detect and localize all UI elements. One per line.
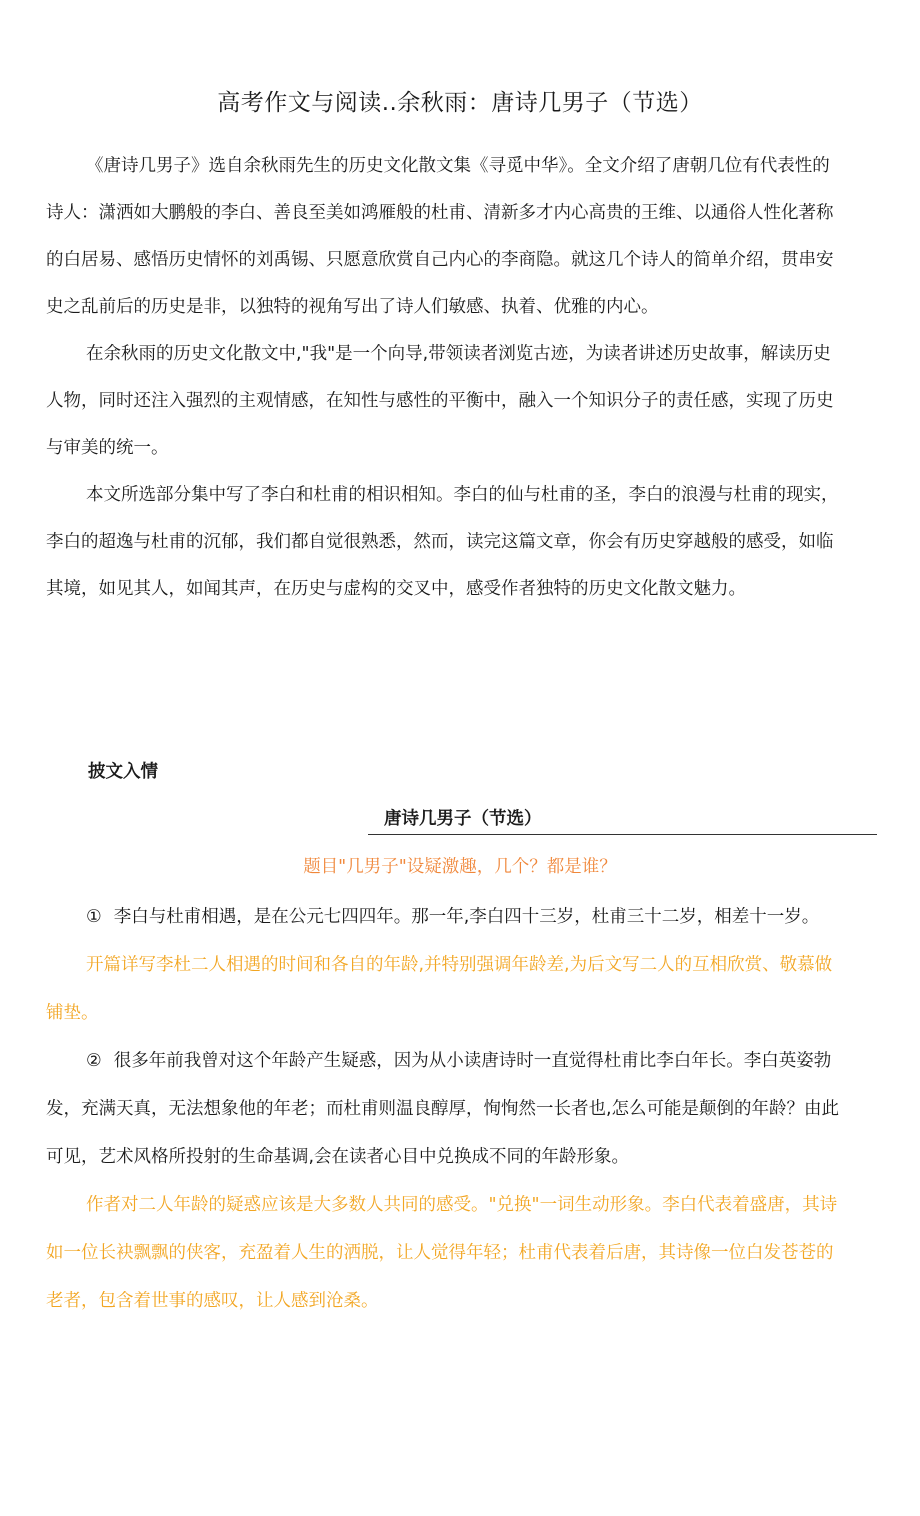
- excerpt-body: [46, 893, 846, 1325]
- excerpt-paragraph-1-text: 李白与杜甫相遇，是在公元七四四年。那一年,李白四十三岁，杜甫三十二岁，相差十一岁。: [113, 907, 820, 927]
- intro-paragraph-3: 本文所选部分集中写了李白和杜甫的相识相知。李白的仙与杜甫的圣，李白的浪漫与杜甫的现实，李白的超逸与杜甫的沉郁，我们都自觉很熟悉，然而，读完这篇文章，你会有历史穿越般的感受，如临其境，如见其人，如闻其声，在历史与虚构的交叉中，感受作者独特的历史文化散文魅力。: [46, 485, 839, 599]
- excerpt-paragraph-2: [46, 1037, 846, 1181]
- excerpt-paragraph-2-text: 很多年前我曾对这个年龄产生疑惑，因为从小读唐诗时一直觉得杜甫比李白年长。李白英姿勃发，充满天真，无法想象他的年老；而杜甫则温良醇厚，恂恂然一长者也,怎么可能是颠倒的年龄？由此可见，艺术风格所投射的生命基调,会在读者心目中兑换成不同的年龄形象。: [46, 1051, 840, 1167]
- intro-section: [46, 143, 846, 613]
- page-title: 高考作文与阅读..余秋雨：唐诗几男子（节选）: [217, 90, 703, 116]
- title-annotation: 题目"几男子"设疑激趣，几个？都是谁？: [303, 857, 617, 877]
- intro-paragraph-1: 《唐诗几男子》选自余秋雨先生的历史文化散文集《寻觅中华》。全文介绍了唐朝几位有代表性的诗人：潇洒如大鹏般的李白、善良至美如鸿雁般的杜甫、清新多才内心高贵的王维、以通俗人性化著称的白居易、感悟历史情怀的刘禹锡、只愿意欣赏自己内心的李商隐。就这几个诗人的简单介绍，贯串安史之乱前后的历史是非，以独特的视角写出了诗人们敏感、执着、优雅的内心。: [46, 156, 834, 317]
- paragraph-number-1: ①: [86, 907, 102, 927]
- excerpt-title: 唐诗几男子（节选）: [384, 809, 542, 829]
- paragraph-number-2: ②: [86, 1051, 102, 1071]
- annotation-1: 开篇详写李杜二人相遇的时间和各自的年龄,并特别强调年龄差,为后文写二人的互相欣赏、敬慕做铺垫。: [46, 955, 833, 1023]
- excerpt-paragraph-1: [46, 893, 846, 941]
- intro-paragraph-2: 在余秋雨的历史文化散文中,"我"是一个向导,带领读者浏览古迹，为读者讲述历史故事，解读历史人物，同时还注入强烈的主观情感，在知性与感性的平衡中，融入一个知识分子的责任感，实现了历史与审美的统一。: [46, 344, 834, 458]
- annotation-2: 作者对二人年龄的疑惑应该是大多数人共同的感受。"兑换"一词生动形象。李白代表着盛唐，其诗如一位长袂飘飘的侠客，充盈着人生的洒脱，让人觉得年轻；杜甫代表着后唐，其诗像一位白发苍苍的老者，包含着世事的感叹，让人感到沧桑。: [46, 1195, 838, 1311]
- title-underline: [368, 834, 877, 835]
- section-label: 披文入情: [88, 762, 158, 782]
